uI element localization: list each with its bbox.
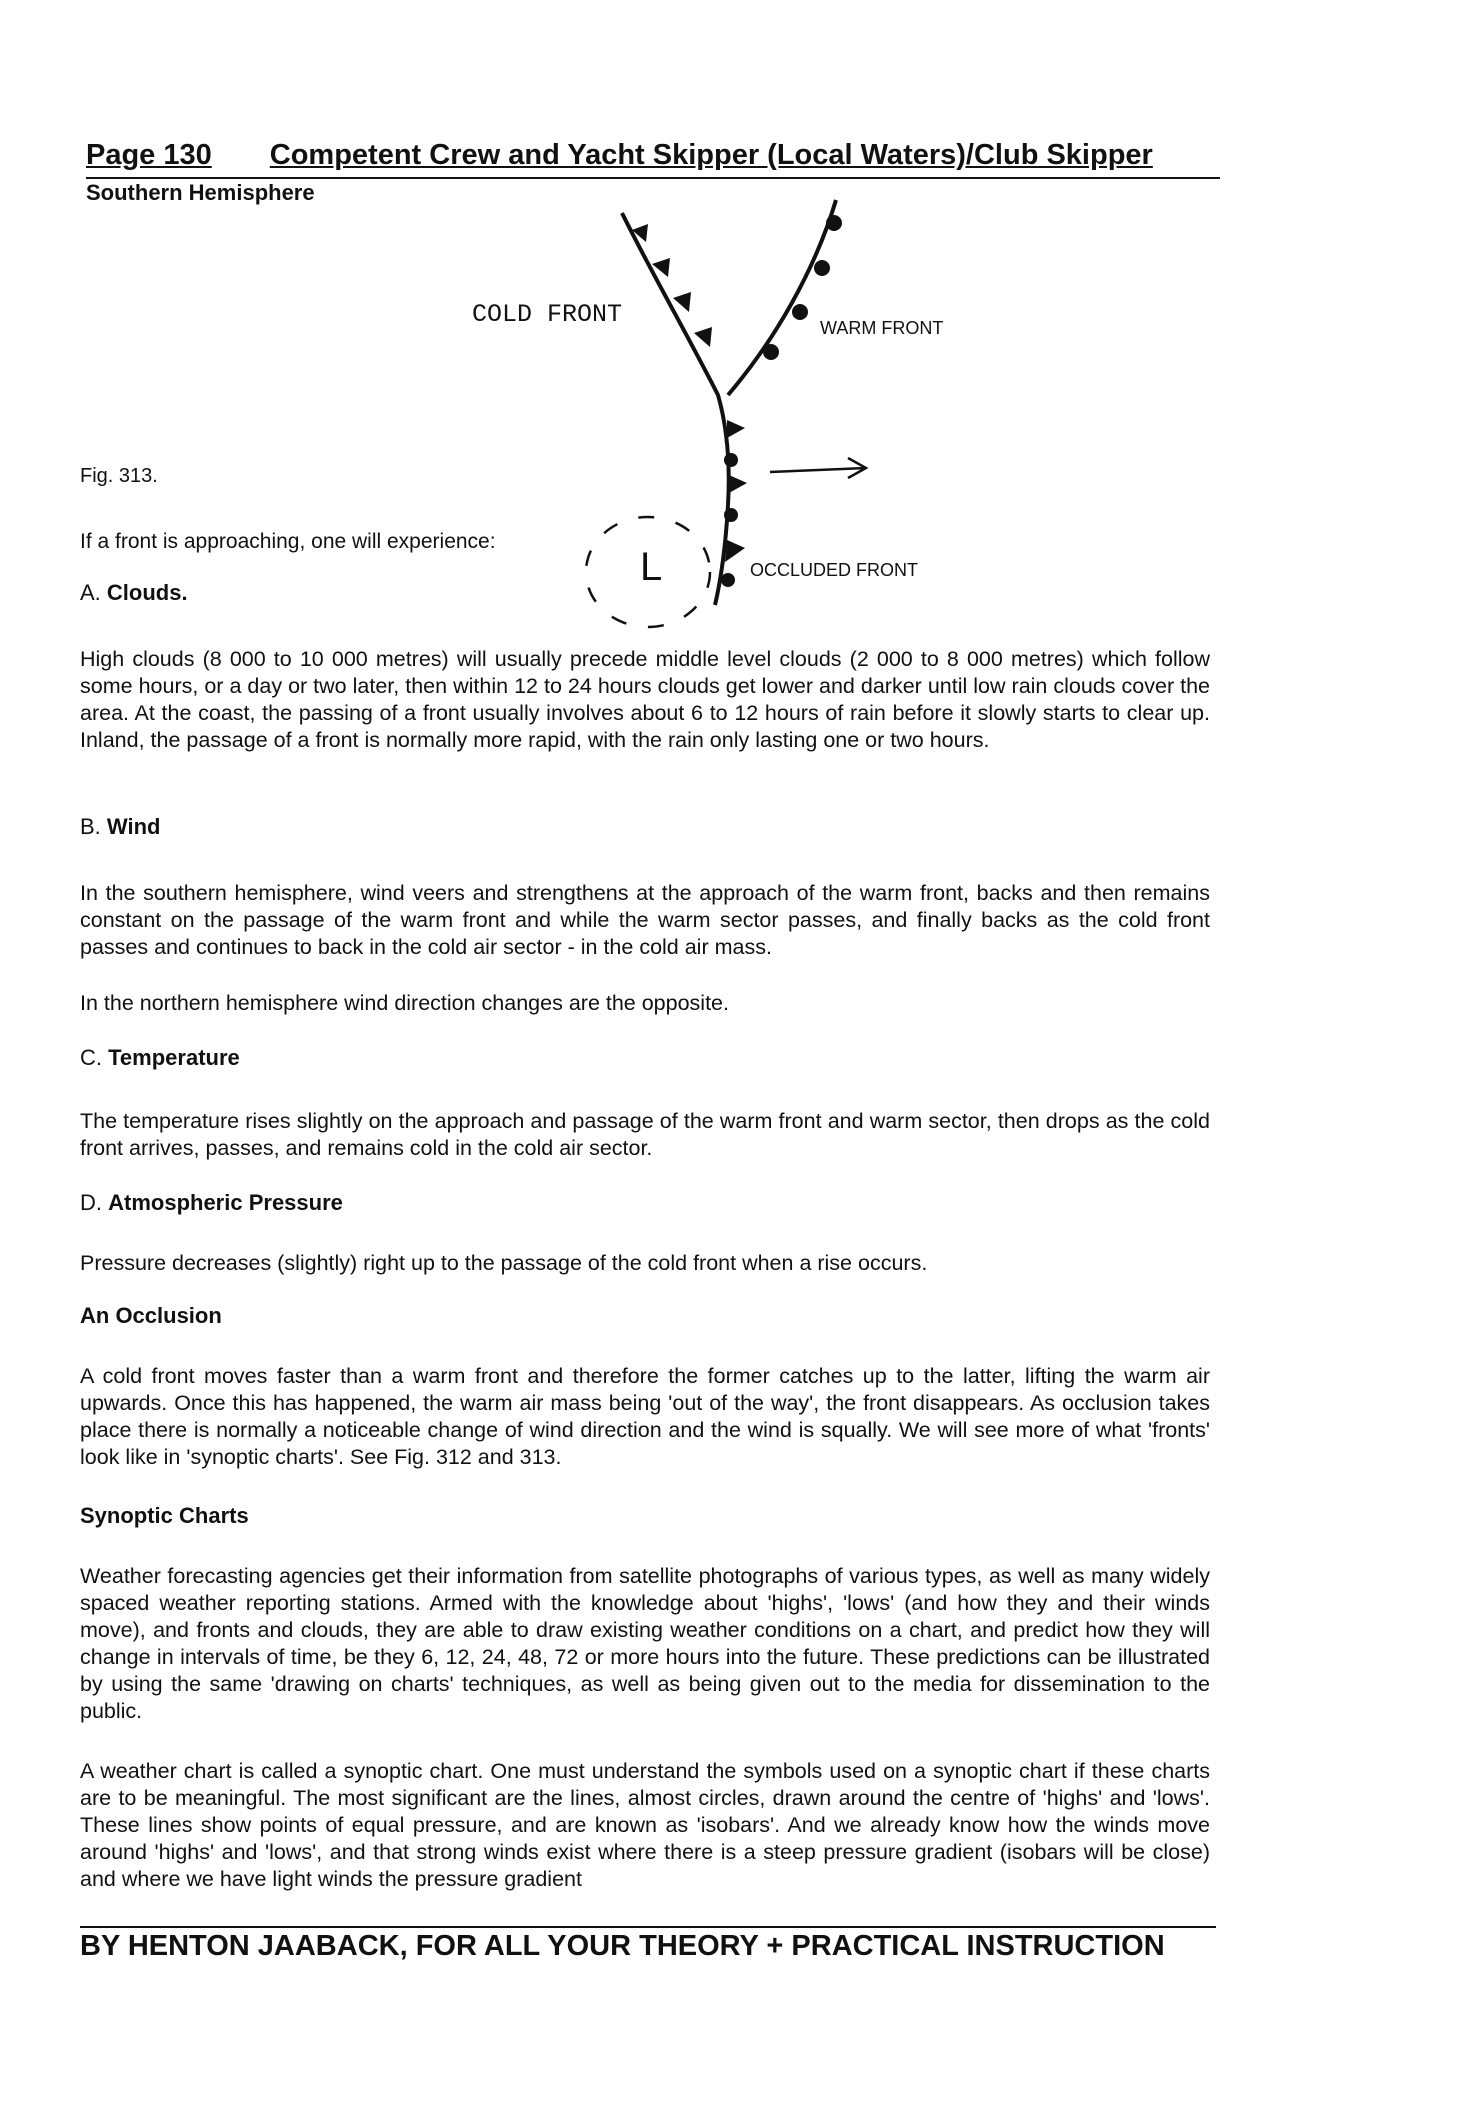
pressure-title: Atmospheric Pressure	[108, 1190, 343, 1215]
pressure-paragraph: Pressure decreases (slightly) right up to the passage of the cold front when a rise occurs.	[80, 1251, 928, 1275]
cold-front-label: COLD FRONT	[472, 300, 623, 329]
clouds-prefix: A.	[80, 580, 101, 605]
clouds-title: Clouds.	[106, 580, 188, 605]
pressure-prefix: D.	[80, 1190, 102, 1215]
wind-paragraph-1: In the southern hemisphere, wind veers and strengthens at the approach of the warm front, backs and then remains constant on the passage of the warm front and while the warm sector passes, and finally backs as the cold front passes and continues to back in the cold air sector - in the cold air mass.	[80, 881, 1210, 959]
occluded-front-symbols	[721, 420, 747, 587]
occluded-front-tail	[715, 505, 728, 605]
section-temperature-heading	[80, 1045, 240, 1071]
page-footer: BY HENTON JAABACK, FOR ALL YOUR THEORY + PRACTICAL INSTRUCTION	[80, 1930, 1165, 1962]
intro-text: If a front is approaching, one will experience:	[80, 530, 496, 553]
book-title: Competent Crew and Yacht Skipper (Local Waters)/Club Skipper	[269, 139, 1153, 171]
wind-prefix: B.	[80, 814, 101, 839]
cold-front-triangles	[632, 224, 712, 347]
page-header	[86, 138, 1220, 172]
wind-paragraph-2: In the northern hemisphere wind direction changes are the opposite.	[80, 991, 729, 1015]
low-pressure-label: L	[640, 545, 663, 589]
section-wind-heading	[80, 814, 160, 840]
temperature-paragraph: The temperature rises slightly on the approach and passage of the warm front and warm sector, then drops as the cold front arrives, passes, and remains cold in the cold air sector.	[80, 1109, 1210, 1160]
wind-title: Wind	[106, 814, 161, 839]
occlusion-heading: An Occlusion	[80, 1303, 222, 1328]
temperature-title: Temperature	[108, 1045, 240, 1070]
temperature-prefix: C.	[80, 1045, 102, 1070]
header-rule	[86, 177, 1220, 179]
footer-rule	[80, 1926, 1216, 1928]
occluded-front-label: OCCLUDED FRONT	[750, 560, 919, 580]
page-subtitle: Southern Hemisphere	[86, 180, 315, 205]
movement-arrow-icon	[770, 458, 866, 478]
section-pressure-heading	[80, 1190, 343, 1216]
synoptic-heading: Synoptic Charts	[80, 1503, 249, 1528]
clouds-paragraph: High clouds (8 000 to 10 000 metres) will usually precede middle level clouds (2 000 to 8 000 metres) which follow some hours, or a day or two later, then within 12 to 24 hours clouds get lower and darker until low rain clouds cover the area. At the coast, the passing of a front usually involves about 6 to 12 hours of rain before it slowly starts to clear up. Inland, the passage of a front is normally more rapid, with the rain only lasting one or two hours.	[80, 647, 1210, 752]
section-clouds-heading	[80, 580, 188, 606]
warm-front-label: WARM FRONT	[820, 318, 944, 338]
synoptic-paragraph-2: A weather chart is called a synoptic chart. One must understand the symbols used on a synoptic chart if these charts are to be meaningful. The most significant are the lines, almost circles, drawn around the centre of 'highs' and 'lows'. These lines show points of equal pressure, and are known as 'isobars'. And we already know how the winds move around 'highs' and 'lows', and that strong winds exist where there is a steep pressure gradient (isobars will be close) and where we have light winds the pressure gradient	[80, 1759, 1210, 1891]
occlusion-paragraph: A cold front moves faster than a warm front and therefore the former catches up to the latter, lifting the warm air upwards. Once this has happened, the warm air mass being 'out of the way', the front disappears. As occlusion takes place there is normally a noticeable change of wind direction and the wind is squally. We will see more of what 'fronts' look like in 'synoptic charts'. See Fig. 312 and 313.	[80, 1364, 1210, 1469]
figure-caption: Fig. 313.	[80, 465, 158, 487]
synoptic-paragraph-1: Weather forecasting agencies get their information from satellite photographs of various types, as well as many widely spaced weather reporting stations. Armed with the knowledge about 'highs', 'lows' (and how they and their winds move), and fronts and clouds, they are able to draw existing weather conditions on a chart, and predict how they will change in intervals of time, be they 6, 12, 24, 48, 72 or more hours into the future. These predictions can be illustrated by using the same 'drawing on charts' techniques, as well as being given out to the media for dissemination to the public.	[80, 1564, 1210, 1723]
front-diagram	[0, 0, 1479, 660]
page-number: Page 130	[86, 139, 212, 171]
cold-front-line	[622, 213, 729, 505]
warm-front-line	[728, 200, 836, 395]
